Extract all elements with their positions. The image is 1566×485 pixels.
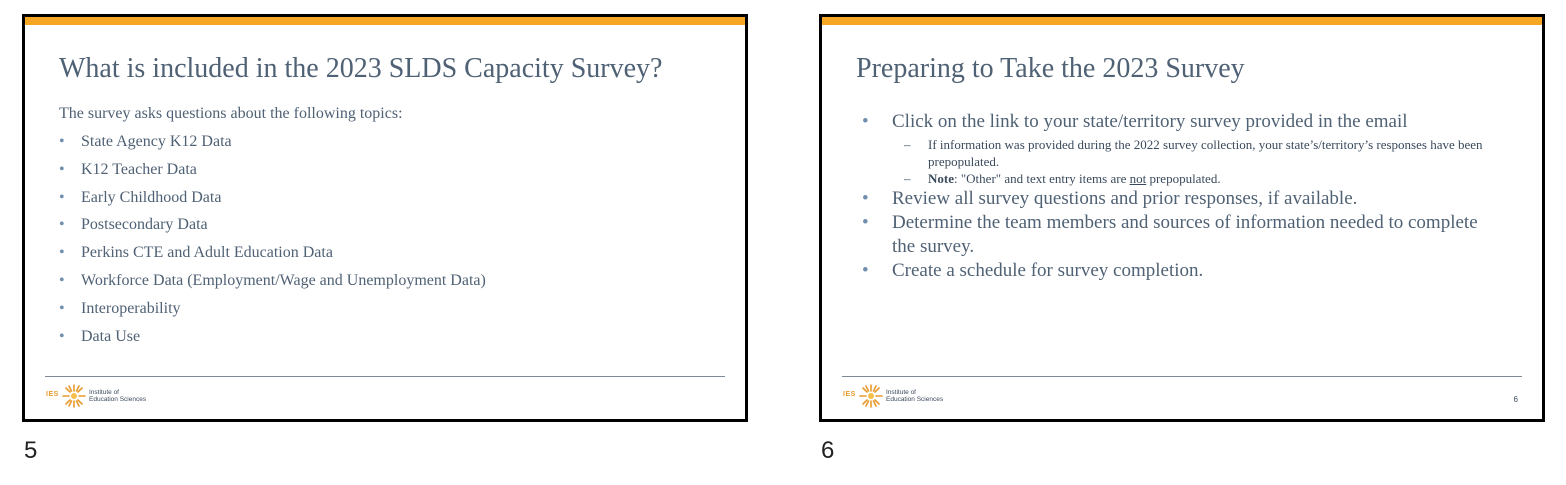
preparation-list: [862, 110, 1502, 283]
bullet-icon: •: [862, 212, 869, 233]
sub-list: [892, 136, 1502, 187]
topic-label: Workforce Data (Employment/Wage and Unemployment Data): [81, 271, 486, 289]
slide-page-number: 6: [1513, 395, 1518, 404]
bullet-icon: •: [59, 216, 65, 234]
bullet-icon: •: [862, 188, 869, 209]
slide-accent-bar: [25, 17, 745, 25]
logo-line-1: Institute of: [89, 389, 119, 396]
sub-list-item: [892, 136, 1502, 170]
topic-label: Interoperability: [81, 299, 181, 317]
bullet-icon: •: [59, 188, 65, 206]
slide-thumbnail-5[interactable]: [22, 14, 748, 422]
preparation-step-text: Create a schedule for survey completion.: [892, 260, 1204, 281]
topic-list-item: [59, 300, 486, 328]
topic-list-item: [59, 216, 486, 244]
ies-logo: [45, 383, 175, 409]
logo-abbrev: IES: [843, 391, 856, 398]
logo-text: [89, 389, 146, 403]
topic-label: K12 Teacher Data: [81, 160, 197, 178]
note-text: : "Other" and text entry items are: [954, 171, 1130, 186]
sub-list-item: [892, 170, 1502, 187]
topic-label: Perkins CTE and Adult Education Data: [81, 244, 333, 262]
preparation-step-text: Click on the link to your state/territory survey provided in the email: [892, 111, 1408, 132]
note-label: Note: [928, 171, 954, 186]
slide-number-caption-5: 5: [24, 437, 38, 464]
footer-divider: [842, 376, 1522, 377]
topic-list-item: [59, 272, 486, 300]
logo-line-2: Education Sciences: [89, 396, 147, 403]
slide-title: Preparing to Take the 2023 Survey: [856, 53, 1245, 84]
slide-accent-bar: [822, 17, 1542, 25]
ies-logo: [842, 383, 972, 409]
logo-line-1: Institute of: [886, 389, 916, 396]
sunburst-icon: [61, 383, 87, 409]
slide-thumbnail-6[interactable]: [819, 14, 1545, 422]
slide-number-caption-6: 6: [821, 437, 835, 464]
bullet-icon: •: [59, 133, 65, 150]
bullet-icon: •: [59, 160, 65, 178]
bullet-icon: •: [862, 111, 869, 132]
topic-label: Postsecondary Data: [81, 216, 208, 234]
topic-list-item: [59, 161, 486, 189]
sunburst-icon: [858, 383, 884, 409]
logo-text: [886, 389, 943, 403]
bullet-icon: •: [59, 271, 65, 289]
logo-line-2: Education Sciences: [886, 396, 944, 403]
preparation-step: [862, 110, 1502, 187]
topic-list-item: [59, 328, 486, 356]
preparation-step: [862, 259, 1502, 283]
topic-list: [59, 133, 486, 355]
dash-icon: –: [904, 171, 911, 186]
dash-icon: –: [904, 137, 911, 152]
bullet-icon: •: [59, 299, 65, 317]
bullet-icon: •: [862, 260, 869, 281]
topic-label: State Agency K12 Data: [81, 133, 232, 150]
slide-intro-text: The survey asks questions about the following topics:: [59, 105, 403, 122]
note-text-end: prepopulated.: [1146, 171, 1221, 186]
preparation-step-text: Determine the team members and sources of information needed to complete the survey.: [892, 212, 1478, 257]
topic-label: Data Use: [81, 327, 141, 345]
bullet-icon: •: [59, 244, 65, 262]
preparation-step: [862, 211, 1502, 259]
topic-label: Early Childhood Data: [81, 188, 222, 206]
preparation-step-text: Review all survey questions and prior responses, if available.: [892, 188, 1358, 209]
note-emphasis: not: [1129, 171, 1147, 186]
sub-item-text: If information was provided during the 2022 survey collection, your state’s/territory’s responses have been prepopulated.: [928, 137, 1483, 169]
bullet-icon: •: [59, 327, 65, 345]
logo-abbrev: IES: [46, 391, 59, 398]
preparation-step: [862, 187, 1502, 211]
topic-list-item: [59, 133, 486, 161]
footer-divider: [45, 376, 725, 377]
topic-list-item: [59, 244, 486, 272]
topic-list-item: [59, 189, 486, 217]
slide-title: What is included in the 2023 SLDS Capacity Survey?: [59, 53, 663, 84]
